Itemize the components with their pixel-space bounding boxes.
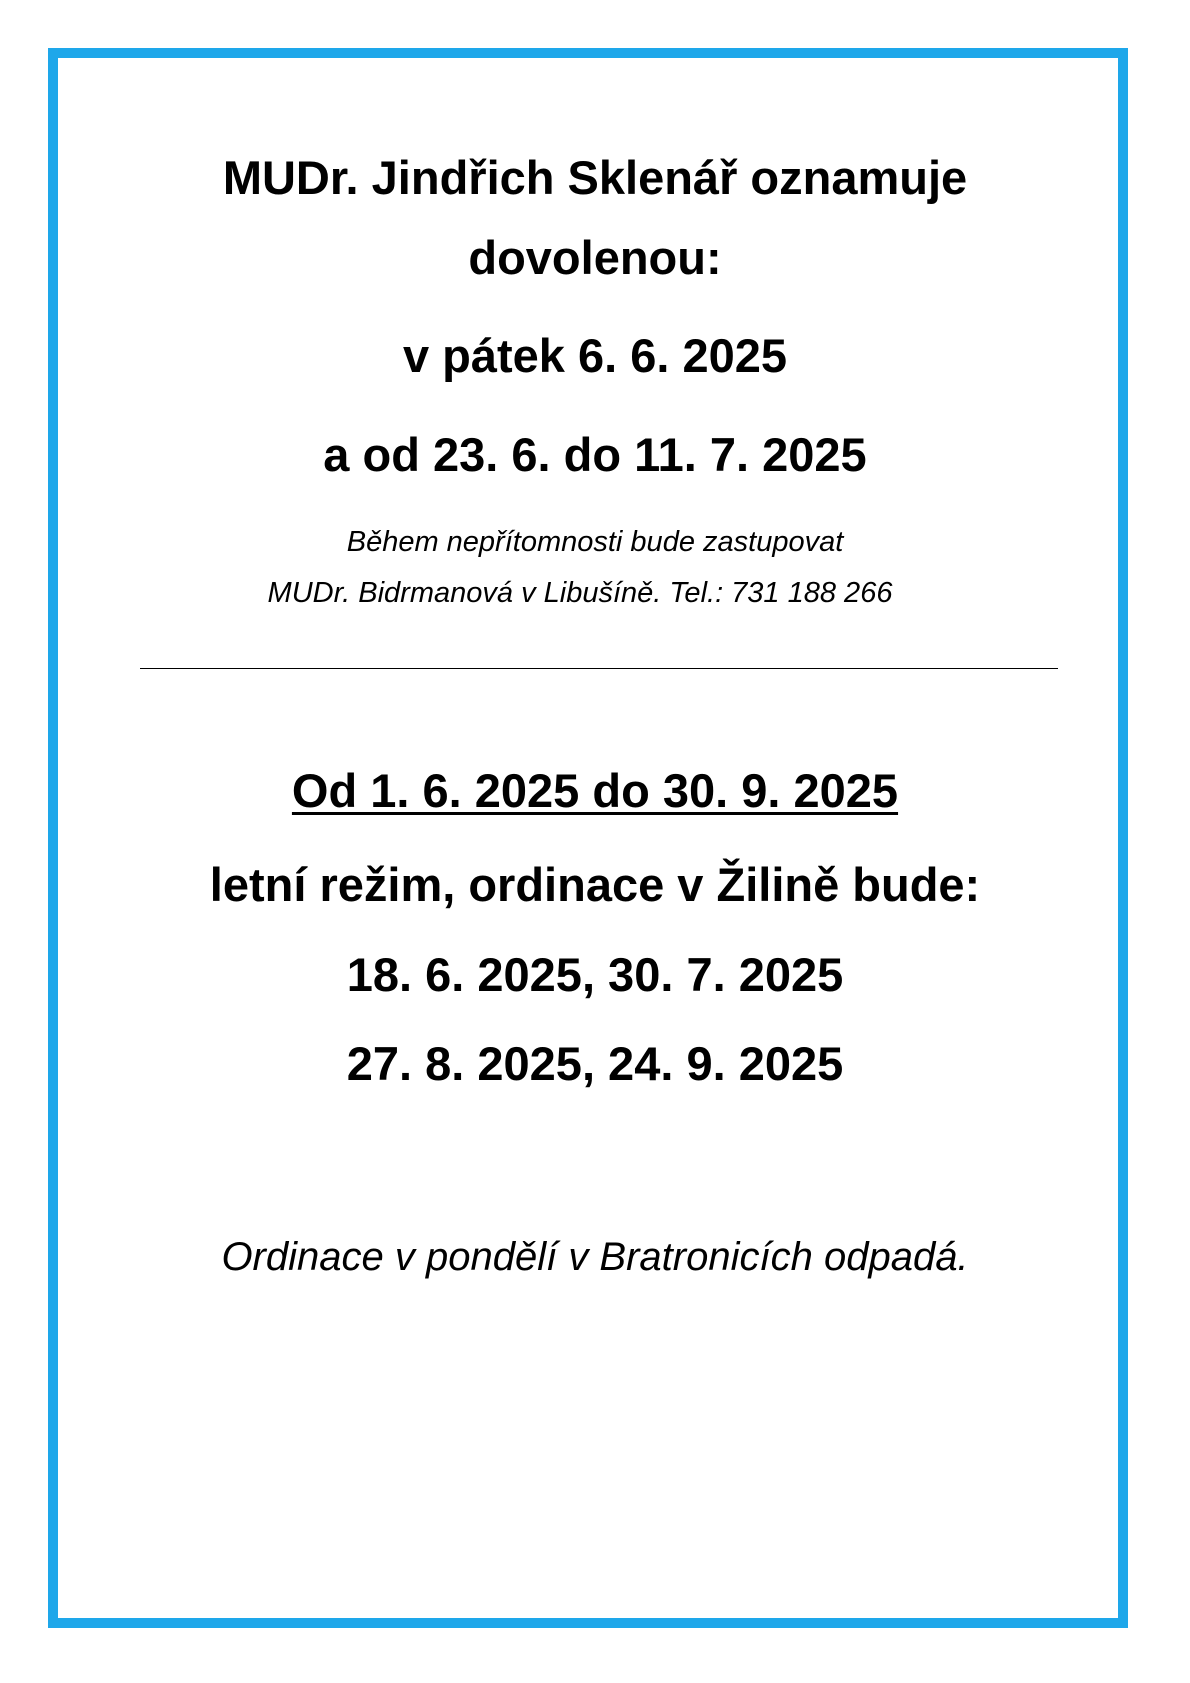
summer-regime-intro: letní režim, ordinace v Žilině bude: (209, 858, 981, 911)
substitute-text-line-1: Během nepřítomnosti bude zastupovat (346, 526, 844, 558)
vacation-date-friday: v pátek 6. 6. 2025 (402, 329, 788, 382)
summer-period-text: Od 1. 6. 2025 do 30. 9. 2025 (291, 764, 899, 817)
vacation-date-range: a od 23. 6. do 11. 7. 2025 (323, 428, 867, 481)
announcement-title-line-1: MUDr. Jindřich Sklenář oznamuje (222, 151, 968, 204)
zilina-dates-line-2: 27. 8. 2025, 24. 9. 2025 (346, 1037, 844, 1090)
bratronice-note: Ordinace v pondělí v Bratronicích odpadá. (221, 1235, 969, 1279)
announcement-title-line-2: dovolenou: (468, 231, 722, 284)
substitute-text-line-2: MUDr. Bidrmanová v Libušíně. Tel.: 731 188 266 (267, 577, 893, 609)
summer-period-heading (0, 763, 1190, 819)
zilina-dates-line-1: 18. 6. 2025, 30. 7. 2025 (346, 948, 844, 1001)
section-divider (140, 668, 1058, 669)
